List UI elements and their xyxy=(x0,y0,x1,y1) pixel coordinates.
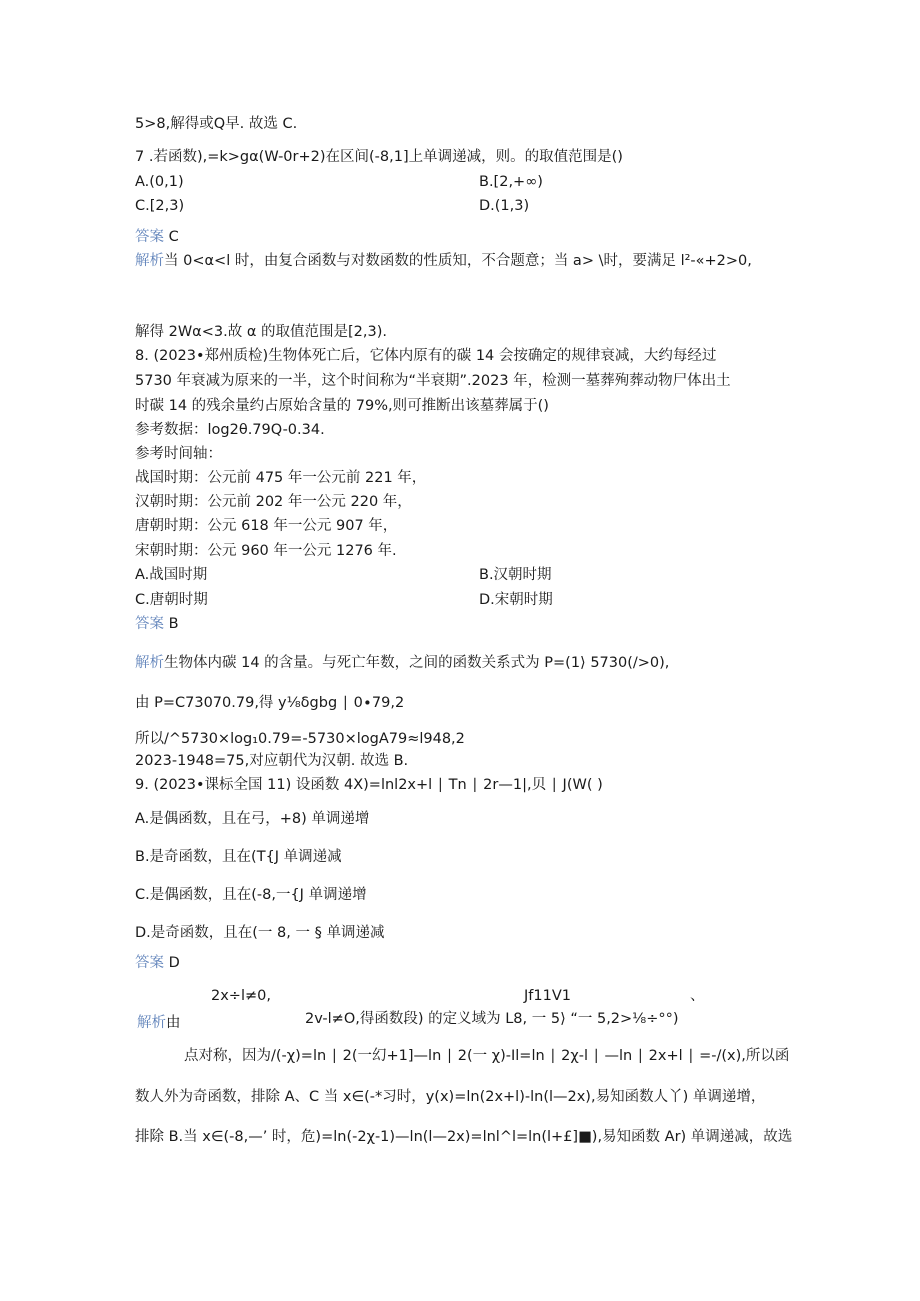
option-c: C.唐朝时期 xyxy=(135,592,208,608)
option-b: B.是奇函数，且在(T{J 单调递减 xyxy=(135,849,342,865)
answer-tag: 答案 xyxy=(135,229,164,245)
answer-tag: 答案 xyxy=(135,955,164,971)
text-line: 汉朝时期：公元前 202 年一公元 220 年， xyxy=(135,494,412,510)
option-d: D.是奇函数，且在(一 8, 一 § 单调递减 xyxy=(135,925,385,941)
text-line: 、 xyxy=(690,988,705,1004)
option-c: C.[2,3) xyxy=(135,198,185,214)
option-d: D.宋朝时期 xyxy=(479,592,553,608)
text-line: 参考数据：log2θ.79Q-0.34. xyxy=(135,422,325,438)
text-line: 唐朝时期：公元 618 年一公元 907 年， xyxy=(135,518,398,534)
option-c: C.是偶函数，且在(-8,一{J 单调递增 xyxy=(135,887,367,903)
analysis-text: 生物体内碳 14 的含量。与死亡年数，之间的函数关系式为 P=(1⟩ 5730(/>0), xyxy=(164,655,670,671)
text-line: 点对称，因为∕(-χ)=ln ∣ 2(一幻+1]—ln ∣ 2(一 χ)-Il=ln ∣ 2χ-l ∣ —ln ∣ 2x+l ∣ =-∕(x),所以函 xyxy=(184,1048,790,1064)
analysis-text: 当 0<α<l 时，由复合函数与对数函数的性质知，不合题意；当 a> \时，要满足 l²-«+2>0, xyxy=(164,253,752,269)
question-9-stem: 9. (2023•课标全国 11) 设函数 4X)=lnl2x+l ∣ Tn ∣ 2r—1|,贝 ∣ J(W( ) xyxy=(135,777,603,793)
analysis-text: 由 xyxy=(166,1015,181,1031)
answer-value: B xyxy=(164,616,179,632)
text-line: 2023-1948=75,对应朝代为汉朝. 故选 B. xyxy=(135,753,409,769)
analysis-line xyxy=(135,251,752,271)
answer-value: C xyxy=(164,229,179,245)
text-line: 由 P=C73070.79,得 y⅛δgbg ∣ 0∙79,2 xyxy=(135,695,405,711)
option-a: A.(0,1) xyxy=(135,174,184,190)
text-line: 解得 2Wα<3.故 α 的取值范围是[2,3). xyxy=(135,324,387,340)
answer-tag: 答案 xyxy=(135,616,164,632)
option-a: A.战国时期 xyxy=(135,567,208,583)
text-line: 战国时期：公元前 475 年一公元前 221 年， xyxy=(135,470,427,486)
text-line: 5730 年衰减为原来的一半，这个时间称为“半衰期”.2023 年，检测一墓葬殉葬动物尸体出土 xyxy=(135,373,731,389)
analysis-tag: 解析 xyxy=(135,655,164,671)
question-8-stem: 8. (2023•郑州质检)生物体死亡后，它体内原有的碳 14 会按确定的规律衰减，大约每经过 xyxy=(135,348,717,364)
text-line: 2v-l≠O,得函数段) 的定义域为 L8, 一 5⟩ “一 5,2>⅛÷°°) xyxy=(305,1011,679,1027)
text-line: 宋朝时期：公元 960 年一公元 1276 年. xyxy=(135,543,397,559)
text-line: 5>8,解得或Q早. 故选 C. xyxy=(135,116,298,132)
analysis-line xyxy=(137,1013,181,1033)
text-line: 所以/^5730×log₁0.79=-5730×logA79≈l948,2 xyxy=(135,731,465,747)
answer-value: D xyxy=(164,955,180,971)
option-b: B.[2,+∞) xyxy=(479,174,543,190)
analysis-tag: 解析 xyxy=(135,253,164,269)
text-line: 参考时间轴： xyxy=(135,446,222,462)
answer-line xyxy=(135,227,179,247)
answer-line xyxy=(135,953,180,973)
text-line: Jf11V1 xyxy=(524,988,571,1004)
option-a: A.是偶函数，且在弓，+8) 单调递增 xyxy=(135,811,370,827)
text-line: 2x÷l≠0, xyxy=(211,988,271,1004)
text-line: 排除 B.当 x∈(-8,—’ 时，危)=ln(-2χ-1)—ln(l—2x)=lnl^l=ln(l+£]■),易知函数 Ar) 单调递减，故选 xyxy=(135,1129,793,1145)
option-d: D.(1,3) xyxy=(479,198,530,214)
answer-line xyxy=(135,614,179,634)
text-line: 数人外为奇函数，排除 A、C 当 x∈(-*习时，y(x)=ln(2x+l)-ln(l—2x),易知函数人丫) 单调递增， xyxy=(135,1089,766,1105)
analysis-line xyxy=(135,653,669,673)
question-7-stem: 7 .若函数),=k>gα(W-0r+2)在区间(-8,1]上单调递减，则。的取值范围是() xyxy=(135,149,623,165)
text-line: 时碳 14 的残余量约占原始含量的 79%,则可推断出该墓葬属于() xyxy=(135,398,549,414)
analysis-tag: 解析 xyxy=(137,1015,166,1031)
option-b: B.汉朝时期 xyxy=(479,567,552,583)
